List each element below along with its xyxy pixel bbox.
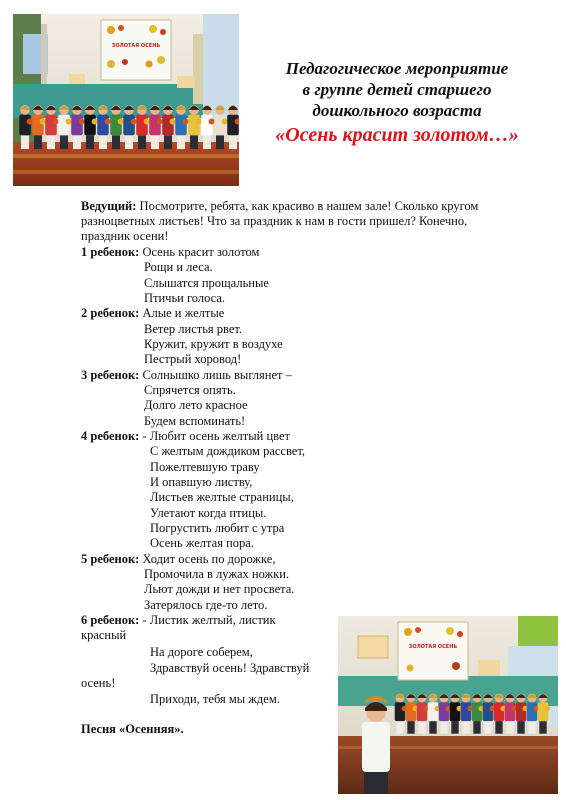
child4-line-3: Пожелтевшую траву [150,460,260,474]
title-line-3: дошкольного возраста [312,101,482,120]
child1-line-1 [81,245,259,261]
host-text-1: Посмотрите, ребята, как красиво в нашем зале! Сколько кругом [136,199,479,213]
child3-line-3: Долго лето красное [144,398,248,412]
child4-line-8: Осень желтая пора. [150,536,254,550]
child1-line-2: Рощи и леса. [144,260,213,274]
top-banner-text: ЗОЛОТАЯ ОСЕНЬ [111,43,161,49]
child5-label: 5 ребенок: [81,552,140,566]
child3-label: 3 ребенок: [81,368,140,382]
photo-children-top-image [13,14,239,186]
child2-label: 2 ребенок: [81,306,140,320]
host-line-1 [81,199,478,215]
foreground-child [362,696,390,794]
child6-label: 6 ребенок: [81,613,140,627]
child2-text-1: Алые и желтые [139,306,225,320]
child4-line-5: Листьев желтые страницы, [150,490,294,504]
title-block [244,58,550,148]
child6-line-4: Здравствуй осень! Здравствуй [150,661,310,675]
child6-line-2: красный [81,628,127,642]
child1-line-4: Птичьи голоса. [144,291,226,305]
child4-text-1: - Любит осень желтый цвет [139,429,290,443]
child6-text-1: - Листик желтый, листик [139,613,276,627]
child2-line-1 [81,306,224,322]
child3-line-2: Спрячется опять. [144,383,236,397]
photo-children-bottom-image [338,616,558,794]
host-line-2: разноцветных листьев! Что за праздник к нам в гости пришел? Конечно, [81,214,468,228]
child3-text-1: Солнышко лишь выглянет – [139,368,292,382]
child5-line-3: Льют дожди и нет просвета. [144,582,295,596]
photo-children-top [13,14,239,186]
child2-line-4: Пестрый хоровод! [144,352,242,366]
child3-line-1 [81,368,292,384]
child4-line-2: С желтым дождиком рассвет, [150,444,306,458]
child5-text-1: Ходит осень по дорожке, [139,552,276,566]
bottom-banner-text: ЗОЛОТАЯ ОСЕНЬ [408,644,458,650]
child1-text-1: Осень красит золотом [139,245,260,259]
child5-line-4: Затерялось где-то лето. [144,598,268,612]
child4-line-4: И опавшую листву, [150,475,253,489]
event-title: «Осень красит золотом…» [275,124,519,146]
child1-label: 1 ребенок: [81,245,140,259]
song-title: Песня «Осенняя». [81,722,184,736]
child4-line-1 [81,429,290,445]
child4-line-6: Улетают когда птицы. [150,506,267,520]
child5-line-2: Промочила в лужах ножки. [144,567,290,581]
child3-line-4: Будем вспоминать! [144,414,246,428]
child5-line-1 [81,552,275,568]
child6-line-3: На дороге соберем, [150,645,253,659]
child2-line-3: Кружит, кружит в воздухе [144,337,283,351]
child4-label: 4 ребенок: [81,429,140,443]
child6-line-5: осень! [81,676,116,690]
title-line-2: в группе детей старшего [302,80,492,99]
child4-line-7: Погрустить любит с утра [150,521,285,535]
child6-line-1 [81,613,276,629]
host-line-3: праздник осени! [81,229,169,243]
child6-line-6: Приходи, тебя мы ждем. [150,692,280,706]
title-line-1: Педагогическое мероприятие [285,59,509,78]
host-label: Ведущий: [81,199,137,213]
photo-children-bottom [338,616,558,794]
child2-line-2: Ветер листья рвет. [144,322,243,336]
child1-line-3: Слышатся прощальные [144,276,269,290]
